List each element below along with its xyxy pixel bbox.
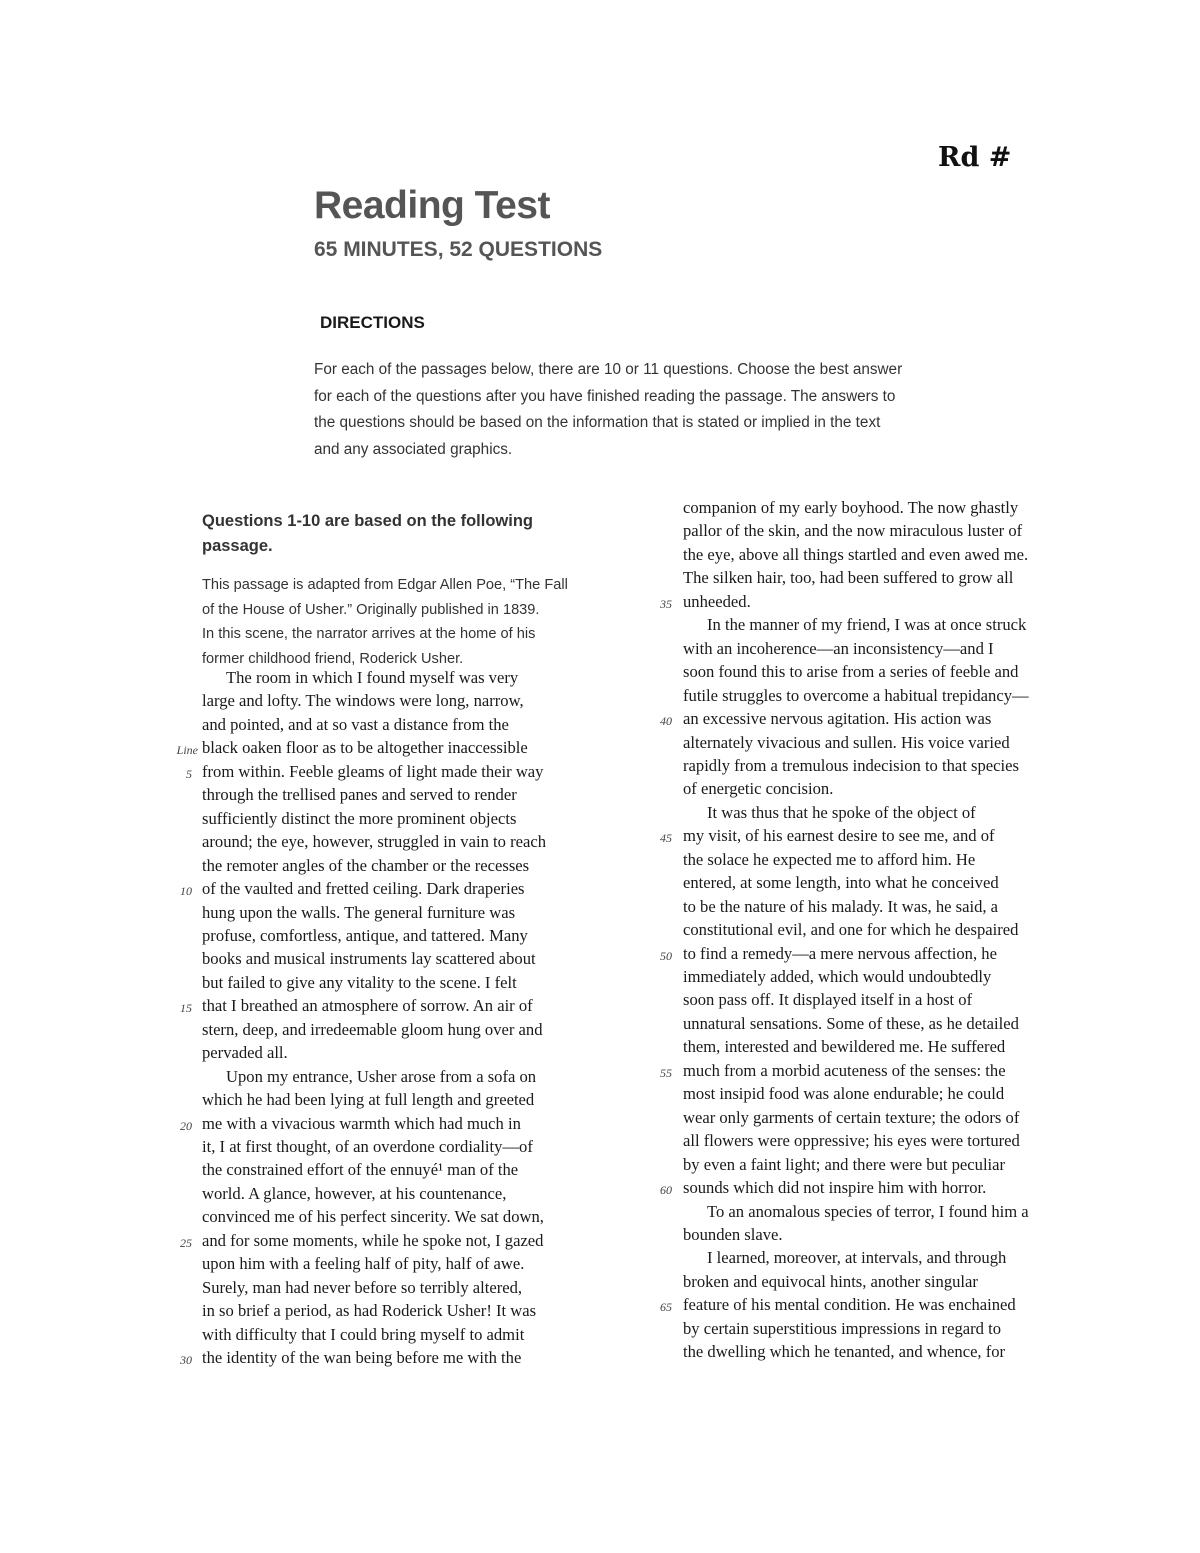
passage-line: bounden slave. bbox=[683, 1224, 783, 1244]
passage-line: an excessive nervous agitation. His action was bbox=[683, 709, 992, 729]
passage-line: stern, deep, and irredeemable gloom hung over and bbox=[202, 1019, 543, 1039]
passage-line: and pointed, and at so vast a distance from the bbox=[202, 714, 509, 734]
passage-line: wear only garments of certain texture; the odors of bbox=[683, 1107, 1020, 1127]
passage-line: with an incoherence—an inconsistency—and I bbox=[683, 638, 994, 658]
passage-line: the eye, above all things startled and even awed me. bbox=[683, 544, 1029, 564]
directions-text bbox=[314, 357, 984, 463]
passage-line: all flowers were oppressive; his eyes were tortured bbox=[683, 1131, 1020, 1151]
passage-line: them, interested and bewildered me. He suffered bbox=[683, 1037, 1006, 1057]
passage-line: of the vaulted and fretted ceiling. Dark draperies bbox=[202, 879, 525, 899]
passage-line: soon found this to arise from a series of feeble and bbox=[683, 662, 1019, 682]
passage-line: soon pass off. It displayed itself in a host of bbox=[683, 990, 973, 1010]
passage-line: world. A glance, however, at his countenance, bbox=[202, 1183, 507, 1203]
passage-line: through the trellised panes and served to render bbox=[202, 785, 517, 805]
passage-line: by certain superstitious impressions in regard to bbox=[683, 1318, 1001, 1338]
passage-line: and for some moments, while he spoke not, I gazed bbox=[202, 1230, 544, 1250]
passage-line: by even a faint light; and there were but peculiar bbox=[683, 1154, 1006, 1174]
passage-line: entered, at some length, into what he conceived bbox=[683, 873, 999, 893]
line-number: 5 bbox=[186, 766, 192, 781]
passage-line: with difficulty that I could bring myself to admit bbox=[202, 1324, 525, 1344]
line-number: 50 bbox=[660, 948, 672, 963]
rd-number-label: Rd # bbox=[938, 142, 1012, 173]
line-number: 30 bbox=[180, 1353, 192, 1368]
passage-line: immediately added, which would undoubtedly bbox=[683, 967, 992, 986]
intro-line: In this scene, the narrator arrives at the home of his bbox=[202, 626, 536, 643]
passage-line: books and musical instruments lay scattered about bbox=[202, 949, 536, 969]
passage-line: Upon my entrance, Usher arose from a sofa on bbox=[226, 1066, 537, 1086]
passage-line: most insipid food was alone endurable; he could bbox=[683, 1084, 1005, 1104]
directions-line: the questions should be based on the information that is stated or implied in the text bbox=[314, 414, 881, 431]
directions-line: For each of the passages below, there are 10 or 11 questions. Choose the best answer bbox=[314, 361, 903, 378]
passage-line: The silken hair, too, had been suffered to grow all bbox=[683, 568, 1014, 588]
passage-line: pervaded all. bbox=[202, 1043, 288, 1063]
passage-line: profuse, comfortless, antique, and tattered. Many bbox=[202, 925, 528, 945]
passage-line: sufficiently distinct the more prominent objects bbox=[202, 808, 517, 828]
passage-line: to find a remedy—a mere nervous affection, he bbox=[683, 943, 997, 963]
passage-line: black oaken floor as to be altogether inaccessible bbox=[202, 738, 528, 758]
passage-line: upon him with a feeling half of pity, half of awe. bbox=[202, 1254, 525, 1274]
passage-line: which he had been lying at full length and greeted bbox=[202, 1090, 535, 1110]
passage-line: Surely, man had never before so terribly altered, bbox=[202, 1277, 523, 1297]
passage-line: the dwelling which he tenanted, and whence, for bbox=[683, 1342, 1006, 1362]
passage-line: from within. Feeble gleams of light made their way bbox=[202, 761, 544, 781]
line-number: 60 bbox=[660, 1183, 672, 1198]
passage-line: broken and equivocal hints, another singular bbox=[683, 1271, 978, 1291]
directions-line: for each of the questions after you have finished reading the passage. The answers to bbox=[314, 387, 896, 405]
question-heading-line: Questions 1-10 are based on the following bbox=[202, 512, 533, 530]
passage-line: feature of his mental condition. He was enchained bbox=[683, 1295, 1016, 1315]
passage-line: I learned, moreover, at intervals, and through bbox=[707, 1248, 1007, 1268]
line-number: 45 bbox=[660, 831, 672, 846]
passage-line: The room in which I found myself was very bbox=[226, 668, 519, 687]
directions-heading: DIRECTIONS bbox=[320, 313, 425, 332]
passage-line: that I breathed an atmosphere of sorrow. An air of bbox=[202, 996, 533, 1016]
passage-line: In the manner of my friend, I was at once struck bbox=[707, 615, 1027, 635]
line-number: 35 bbox=[660, 596, 672, 611]
passage-line: companion of my early boyhood. The now ghastly bbox=[683, 498, 1019, 517]
intro-line: This passage is adapted from Edgar Allen Poe, “The Fall bbox=[202, 577, 568, 593]
passage-line: of energetic concision. bbox=[683, 779, 834, 799]
passage-line: convinced me of his perfect sincerity. We sat down, bbox=[202, 1207, 544, 1227]
passage-line: the solace he expected me to afford him. He bbox=[683, 849, 976, 869]
passage-line: To an anomalous species of terror, I found him a bbox=[707, 1201, 1029, 1221]
line-number: 15 bbox=[180, 1001, 192, 1016]
passage-line: it, I at first thought, of an overdone cordiality—of bbox=[202, 1137, 533, 1156]
passage-line: much from a morbid acuteness of the senses: the bbox=[683, 1060, 1006, 1080]
directions-line: and any associated graphics. bbox=[314, 440, 513, 458]
line-number: 10 bbox=[180, 884, 192, 899]
passage-line: pallor of the skin, and the now miraculous luster of bbox=[683, 521, 1023, 541]
passage-line: unnatural sensations. Some of these, as he detailed bbox=[683, 1013, 1019, 1033]
passage-intro bbox=[202, 573, 622, 671]
line-number: 25 bbox=[180, 1235, 192, 1250]
question-heading-line: passage. bbox=[202, 537, 273, 555]
page-subtitle: 65 MINUTES, 52 QUESTIONS bbox=[314, 238, 603, 261]
passage-line: the identity of the wan being before me with the bbox=[202, 1348, 522, 1368]
line-number: 65 bbox=[660, 1300, 672, 1315]
passage-line: constitutional evil, and one for which he despaired bbox=[683, 920, 1019, 940]
line-number: 20 bbox=[180, 1118, 192, 1133]
question-set-heading bbox=[202, 509, 602, 559]
line-number: 40 bbox=[660, 714, 672, 729]
line-word-marker: Line bbox=[176, 743, 198, 758]
passage-line: the constrained effort of the ennuyé¹ man of the bbox=[202, 1160, 519, 1180]
passage-line: large and lofty. The windows were long, narrow, bbox=[202, 691, 524, 711]
passage-line: rapidly from a tremulous indecision to that species bbox=[683, 755, 1019, 775]
passage-line: It was thus that he spoke of the object of bbox=[707, 802, 976, 822]
passage-line: futile struggles to overcome a habitual trepidancy— bbox=[683, 685, 1029, 705]
passage-line: in so brief a period, as had Roderick Usher! It was bbox=[202, 1301, 537, 1321]
intro-line: former childhood friend, Roderick Usher. bbox=[202, 650, 464, 667]
passage-line: hung upon the walls. The general furniture was bbox=[202, 902, 516, 922]
passage-line: my visit, of his earnest desire to see me, and of bbox=[683, 826, 995, 846]
passage-line: to be the nature of his malady. It was, he said, a bbox=[683, 896, 999, 916]
passage-line: around; the eye, however, struggled in vain to reach bbox=[202, 832, 546, 852]
intro-line: of the House of Usher.” Originally published in 1839. bbox=[202, 601, 540, 618]
passage-line: sounds which did not inspire him with horror. bbox=[683, 1178, 987, 1198]
page-title: Reading Test bbox=[314, 184, 550, 227]
passage-line: alternately vivacious and sullen. His voice varied bbox=[683, 732, 1010, 752]
passage-line: unheeded. bbox=[683, 591, 751, 611]
passage-line: the remoter angles of the chamber or the recesses bbox=[202, 855, 530, 875]
passage-line: but failed to give any vitality to the scene. I felt bbox=[202, 972, 517, 992]
passage-line: me with a vivacious warmth which had much in bbox=[202, 1113, 521, 1133]
line-number: 55 bbox=[660, 1065, 672, 1080]
